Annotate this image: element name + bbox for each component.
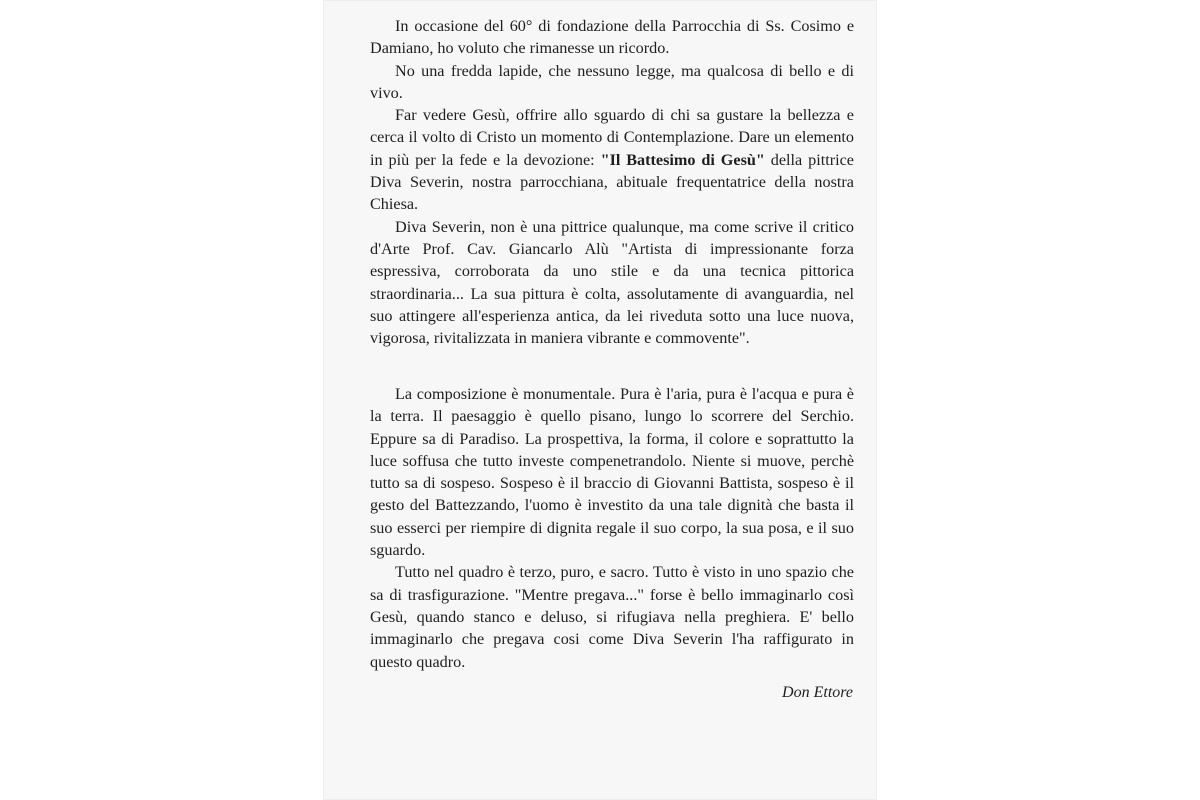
paragraph-show-jesus [370,104,854,215]
text-block-description [370,383,854,673]
paragraph-critic-quote: Diva Severin, non è una pittrice qualunque, ma come scrive il critico d'Arte Prof. Cav. Giancarlo Alù "Artista di impressionante forza espressiva, corroborata da uno stile e da una tecnica pittorica straordinaria... La sua pittura è colta, assolutamente di avanguardia, nel suo attingere all'esperienza antica, da lei riveduta sotto una luce nuova, vigorosa, rivitalizzata in maniera vibrante e commovente". [370,217,854,348]
paragraph-no-lapide: No una fredda lapide, che nessuno legge, ma qualcosa di bello e di vivo. [370,61,854,102]
paragraph-foundation: In occasione del 60° di fondazione della Parrocchia di Ss. Cosimo e Damiano, ho voluto che rimanesse un ricordo. [370,17,854,58]
document-page [323,0,877,800]
text-block-intro [370,15,854,349]
paragraph-show-jesus-end: della pittrice Diva Severin, nostra parrocchiana, abituale frequentatrice della nostra Chiesa. [370,150,854,214]
paragraph-show-jesus-start: Far vedere Gesù, offrire allo sguardo di chi sa gustare la bellezza e cerca il volto di Cristo un momento di Contemplazione. Dare un elemento in più per la fede e la devozione: [370,106,854,169]
paragraph-composition: La composizione è monumentale. Pura è l'aria, pura è l'acqua e pura è la terra. Il paesaggio è quello pisano, lungo lo scorrere del Serchio. Eppure sa di Paradiso. La prospettiva, la forma, il colore e soprattutto la luce soffusa che tutto investe compenetrandolo. Niente si muove, perchè tutto sa di sospeso. Sospeso è il braccio di Giovanni Battista, sospeso è il gesto del Battezzando, l'uomo è investito da una tale dignità che basta il suo esserci per riempire di dignita regale il suo corpo, la sua posa, e il suo sguardo. [370,385,854,560]
painting-title: "Il Battesimo di Gesù" [600,150,765,169]
signature: Don Ettore [782,684,853,701]
paragraph-sacred: Tutto nel quadro è terzo, puro, e sacro. Tutto è visto in uno spazio che sa di trasfigurazione. "Mentre pregava..." forse è bello immaginarlo così Gesù, quando stanco e deluso, si rifugiava nella preghiera. E' bello immaginarlo che pregava cosi come Diva Severin l'ha raffigurato in questo quadro. [370,563,854,671]
